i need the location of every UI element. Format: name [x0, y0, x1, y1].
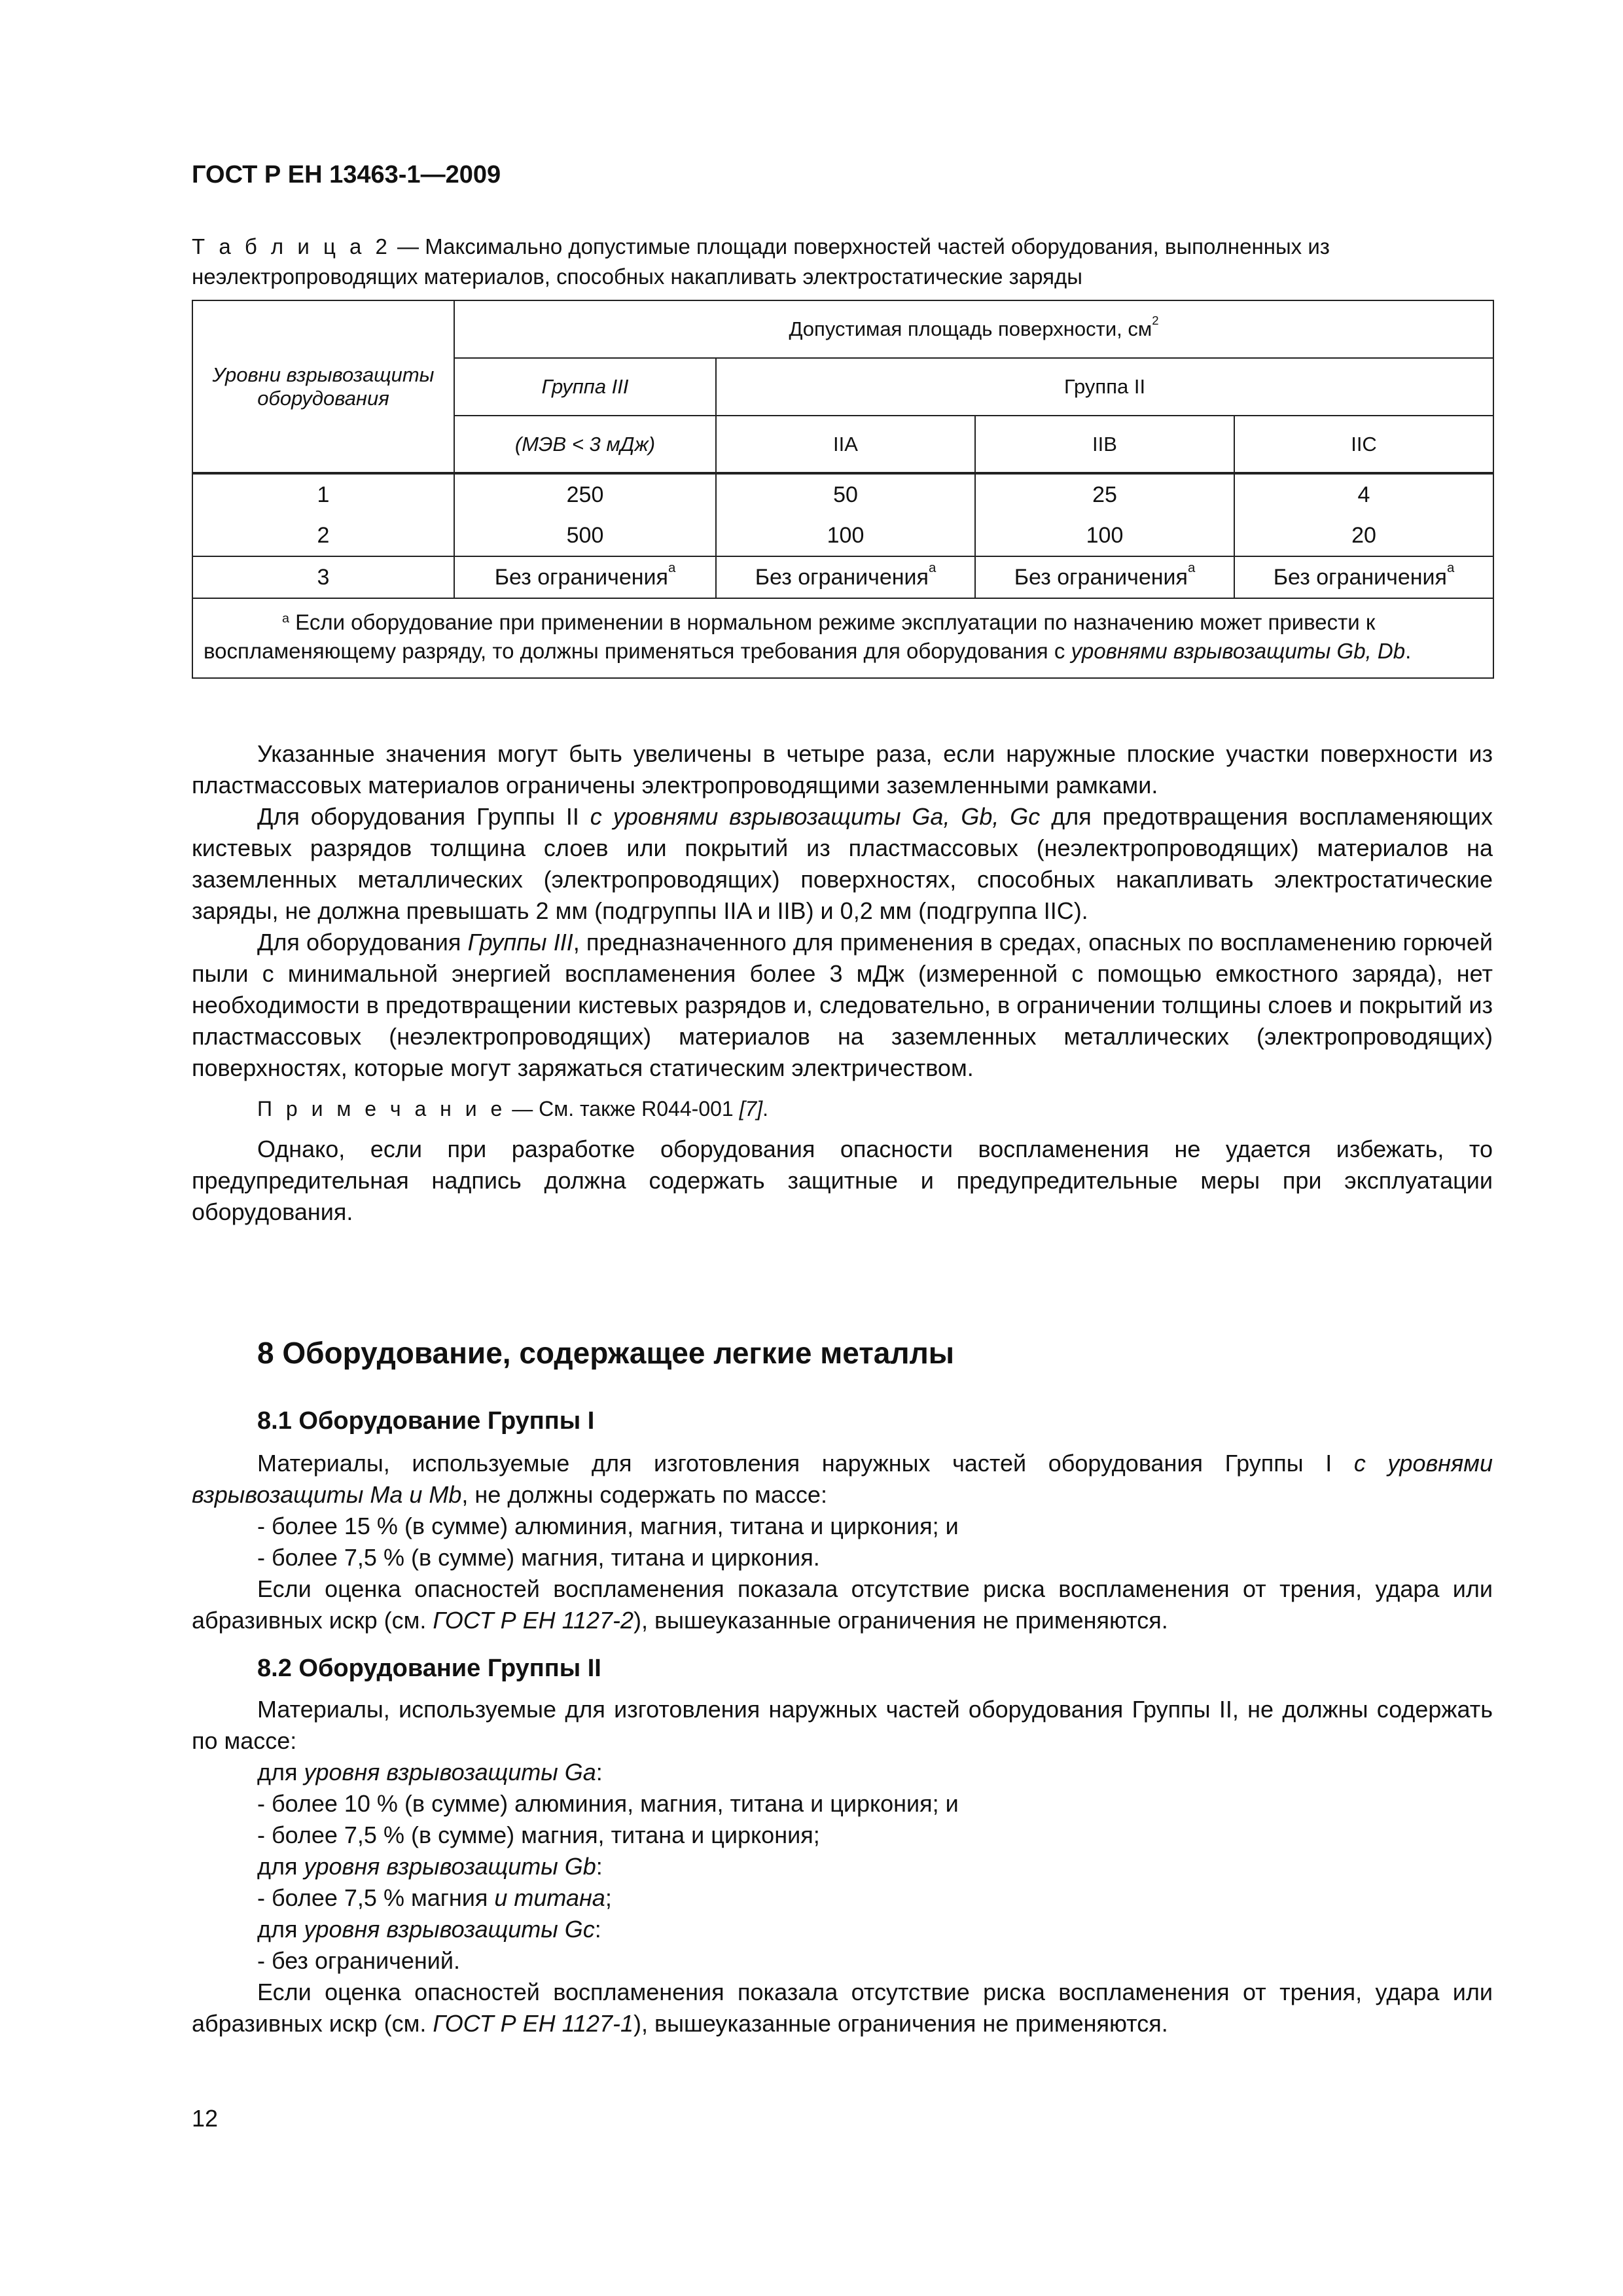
text-run: Если оценка опасностей воспламенения показала отсутствие риска воспламенения от трения, удара или абразивных искр (см.: [192, 1575, 1493, 1634]
footnote-mark: a: [928, 560, 936, 575]
section-8-title: 8 Оборудование, содержащее легкие металлы: [257, 1336, 955, 1370]
footnote-mark: a: [282, 611, 290, 626]
cell-text: Без ограничения: [755, 564, 929, 590]
list-item: - более 15 % (в сумме) алюминия, магния, титана и циркония; и: [257, 1513, 959, 1539]
text-run: Для оборудования Группы II: [257, 803, 590, 830]
cell-iic: [1234, 556, 1493, 598]
text-run-italic: уровня взрывозащиты Ga: [304, 1759, 596, 1785]
text-run: Для оборудования: [257, 929, 468, 956]
text-run-italic: с уровнями взрывозащиты Ga, Gb, Gc: [590, 803, 1041, 830]
footnote-text: Если оборудование при применении в нормальном режиме эксплуатации по назначению может привести к воспламеняющему разряду, то должны применяться требования для оборудования с: [204, 610, 1376, 663]
header-iib: IIB: [975, 416, 1234, 473]
paragraph: Указанные значения могут быть увеличены в четыре раза, если наружные плоские участки поверхности из пластмассовых материалов ограничены электропроводящими заземленными рамками.: [192, 740, 1493, 798]
note: [192, 1093, 1493, 1124]
table-caption-label: Т а б л и ц а 2: [192, 234, 391, 259]
section-8-2-text: [192, 1694, 1493, 2039]
text-run: для предотвращения воспламеняющих кистевых разрядов толщина слоев или покрытий из пластмассовых (неэлектропроводящих) материалов на заземленных металлических (электропроводящих) поверхностях, способных накапливать электростатические заряды, не должна превышать 2 мм (подгруппы IIA и IIB) и 0,2 мм (подгруппа IIC).: [192, 803, 1493, 924]
table-row: [192, 473, 1493, 515]
header-area-label: Допустимая площадь поверхности, см: [789, 317, 1152, 340]
page-number: 12: [192, 2105, 219, 2132]
text-run-italic: ГОСТ Р ЕН 1127-2: [433, 1607, 634, 1634]
surface-area-table: [192, 300, 1494, 679]
section-8-1-title: 8.1 Оборудование Группы I: [257, 1407, 595, 1435]
cell-level: 1: [192, 473, 454, 515]
text-run: для: [257, 1916, 304, 1943]
table-caption: [192, 232, 1493, 292]
header-group3-sub: (МЭВ < 3 мДж): [454, 416, 716, 473]
text-run: :: [596, 1759, 603, 1785]
paragraph: [192, 927, 1493, 1084]
text-run: :: [596, 1853, 603, 1880]
footnote-mark: a: [1446, 560, 1455, 575]
text-run: ), вышеуказанные ограничения не применяются.: [633, 1607, 1168, 1634]
note-reference: [7]: [739, 1097, 763, 1121]
paragraph: [192, 1448, 1493, 1511]
list-item: [192, 1757, 1493, 1788]
cell-group3: 500: [454, 515, 716, 556]
header-levels: Уровни взрывозащиты оборудования: [192, 300, 454, 473]
header-area-unit-power: 2: [1152, 314, 1159, 327]
cell-text: Без ограничения: [494, 564, 668, 590]
cell-level: 3: [192, 556, 454, 598]
table-footnote: [192, 598, 1493, 678]
table-caption-text: — Максимально допустимые площади поверхностей частей оборудования, выполненных из неэлектропроводящих материалов, способных накапливать электростатические заряды: [192, 234, 1330, 289]
paragraph: [192, 1573, 1493, 1636]
list-item: - более 10 % (в сумме) алюминия, магния, титана и циркония; и: [257, 1790, 959, 1817]
cell-iic: 20: [1234, 515, 1493, 556]
text-run: ;: [605, 1884, 612, 1911]
header-iic: IIC: [1234, 416, 1493, 473]
cell-iia: 50: [716, 473, 975, 515]
cell-iib: 100: [975, 515, 1234, 556]
document-code: ГОСТ Р ЕН 13463-1—2009: [192, 161, 501, 188]
text-run: для: [257, 1759, 304, 1785]
header-iia: IIA: [716, 416, 975, 473]
cell-iia: 100: [716, 515, 975, 556]
footnote-end: .: [1405, 639, 1412, 663]
text-run: для: [257, 1853, 304, 1880]
cell-iic: 4: [1234, 473, 1493, 515]
cell-group3: [454, 556, 716, 598]
text-run: :: [594, 1916, 601, 1943]
text-run: ), вышеуказанные ограничения не применяются.: [633, 2010, 1168, 2037]
text-run: , предназначенного для применения в средах, опасных по воспламенению горючей пыли с минимальной энергией воспламенения более 3 мДж (измеренной с помощью емкостного заряда), нет необходимости в предотвращении кистевых разрядов и, следовательно, в ограничении толщины слоев и покрытий из пластмассовых (неэлектропроводящих) материалов на заземленных металлических (электропроводящих) поверхностях, которые могут заряжаться статическим электричеством.: [192, 929, 1493, 1081]
header-group2: Группа II: [716, 358, 1493, 416]
paragraph: [192, 1977, 1493, 2039]
cell-iib: [975, 556, 1234, 598]
note-text: — См. также R044-001: [506, 1097, 740, 1121]
list-item: [192, 1882, 1493, 1914]
cell-iib: 25: [975, 473, 1234, 515]
footnote-mark: a: [668, 560, 676, 575]
header-group3: Группа III: [454, 358, 716, 416]
body-text: [192, 738, 1493, 1228]
list-item: - более 7,5 % (в сумме) магния, титана и циркония.: [257, 1544, 820, 1571]
paragraph: [192, 801, 1493, 927]
text-run-italic: Группы III: [467, 929, 573, 956]
paragraph: Однако, если при разработке оборудования опасности воспламенения не удается избежать, то предупредительная надпись должна содержать защитные и предупредительные меры при эксплуатации оборудования.: [192, 1136, 1493, 1225]
text-run-italic: уровня взрывозащиты Gc: [304, 1916, 595, 1943]
table-row: [192, 556, 1493, 598]
footnote-italic: уровнями взрывозащиты Gb, Db: [1071, 639, 1406, 663]
section-8-2-title: 8.2 Оборудование Группы II: [257, 1655, 601, 1682]
text-run-italic: ГОСТ Р ЕН 1127-1: [433, 2010, 634, 2037]
section-8-1-text: [192, 1448, 1493, 1636]
text-run: , не должны содержать по массе:: [461, 1481, 827, 1508]
note-label: П р и м е ч а н и е: [257, 1097, 507, 1121]
cell-text: Без ограничения: [1014, 564, 1188, 590]
text-run-italic: уровня взрывозащиты Gb: [304, 1853, 596, 1880]
text-run: Если оценка опасностей воспламенения показала отсутствие риска воспламенения от трения, удара или абразивных искр (см.: [192, 1979, 1493, 2037]
note-end: .: [762, 1097, 769, 1121]
list-item: - более 7,5 % (в сумме) магния, титана и циркония;: [257, 1821, 820, 1848]
cell-iia: [716, 556, 975, 598]
text-run: - более 7,5 % магния: [257, 1884, 495, 1911]
list-item: - без ограничений.: [257, 1947, 461, 1974]
text-run: Материалы, используемые для изготовления наружных частей оборудования Группы I: [257, 1450, 1354, 1477]
header-area: [454, 300, 1493, 358]
text-run-italic: с уровнями взрывозащиты Ma и Mb: [192, 1450, 1493, 1508]
paragraph: Материалы, используемые для изготовления наружных частей оборудования Группы II, не должны содержать по массе:: [192, 1696, 1493, 1754]
cell-level: 2: [192, 515, 454, 556]
list-item: [192, 1914, 1493, 1945]
footnote-mark: a: [1187, 560, 1196, 575]
cell-group3: 250: [454, 473, 716, 515]
list-item: [192, 1851, 1493, 1882]
cell-text: Без ограничения: [1273, 564, 1447, 590]
table-row: [192, 515, 1493, 556]
text-run-italic: и титана: [494, 1884, 605, 1911]
